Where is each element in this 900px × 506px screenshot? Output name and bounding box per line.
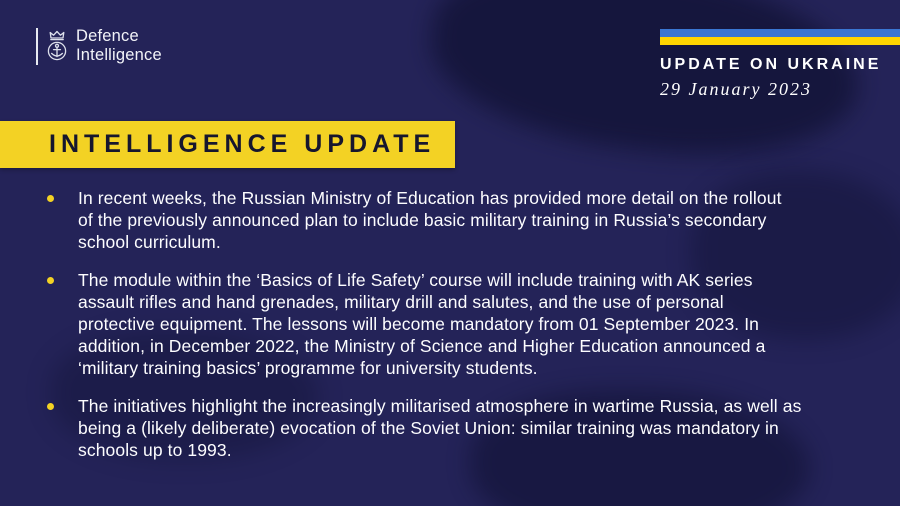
intelligence-update-banner bbox=[0, 121, 455, 168]
logo-divider-bar bbox=[36, 28, 38, 65]
bullet-dot bbox=[47, 403, 54, 410]
logo-line-2: Intelligence bbox=[76, 46, 162, 64]
banner-title: INTELLIGENCE UPDATE bbox=[49, 130, 436, 158]
flag-yellow-band bbox=[660, 37, 900, 45]
bullet-item bbox=[47, 395, 880, 461]
flag-blue-band bbox=[660, 29, 900, 37]
bullet-text bbox=[78, 269, 765, 379]
update-on-ukraine-label: UPDATE ON UKRAINE bbox=[660, 56, 882, 73]
bullet-line: of the previously announced plan to include basic military training in Russia’s secondary bbox=[78, 210, 767, 230]
bullet-line: being a (likely deliberate) evocation of the Soviet Union: similar training was mandatory in bbox=[78, 418, 779, 438]
bullet-line: The initiatives highlight the increasingly militarised atmosphere in wartime Russia, as well as bbox=[78, 396, 802, 416]
bullet-item bbox=[47, 269, 880, 379]
bullet-line: The module within the ‘Basics of Life Safety’ course will include training with AK series bbox=[78, 270, 753, 290]
mod-crest-icon bbox=[45, 30, 69, 62]
bullet-line: addition, in December 2022, the Ministry of Science and Higher Education announced a bbox=[78, 336, 766, 356]
logo-wordmark bbox=[76, 27, 162, 65]
bullet-list bbox=[47, 187, 880, 477]
bullet-line: In recent weeks, the Russian Ministry of Education has provided more detail on the rollout bbox=[78, 188, 782, 208]
bullet-line: schools up to 1993. bbox=[78, 440, 232, 460]
bullet-dot bbox=[47, 195, 54, 202]
bullet-item bbox=[47, 187, 880, 253]
bullet-text bbox=[78, 395, 801, 461]
ukraine-flag-stripe bbox=[660, 29, 900, 45]
bullet-line: ‘military training basics’ programme for university students. bbox=[78, 358, 538, 378]
logo-line-1: Defence bbox=[76, 27, 139, 45]
bullet-text bbox=[78, 187, 782, 253]
update-date: 29 January 2023 bbox=[660, 79, 812, 99]
bullet-line: protective equipment. The lessons will become mandatory from 01 September 2023. In bbox=[78, 314, 760, 334]
bullet-line: school curriculum. bbox=[78, 232, 221, 252]
bullet-line: assault rifles and hand grenades, military drill and salutes, and the use of personal bbox=[78, 292, 724, 312]
update-header bbox=[660, 29, 900, 100]
defence-intelligence-logo bbox=[36, 27, 162, 65]
bullet-dot bbox=[47, 277, 54, 284]
